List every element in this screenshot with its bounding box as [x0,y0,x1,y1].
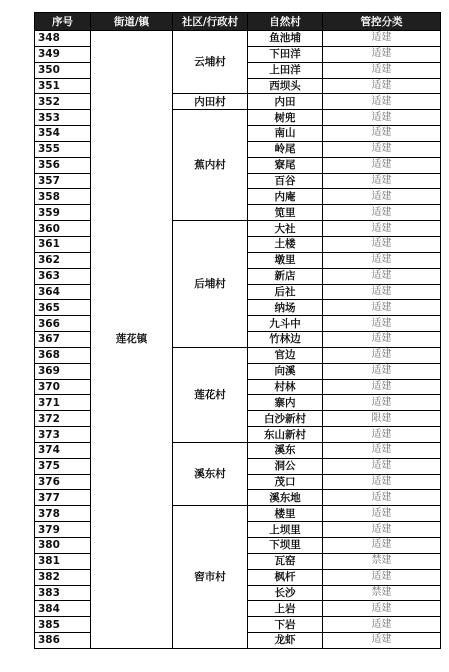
control-class-cell: 适建 [323,458,441,474]
row-seq-cell: 369 [35,363,91,379]
village-cell: 溪东地 [248,490,323,506]
control-class-cell: 适建 [323,522,441,538]
table-header-row [35,13,441,31]
village-control-table [34,12,441,649]
header-community: 社区/行政村 [173,13,248,31]
community-cell: 蕉内村 [173,110,248,221]
row-seq-cell: 361 [35,236,91,252]
village-cell: 长沙 [248,585,323,601]
row-seq-cell: 382 [35,569,91,585]
control-class-cell: 适建 [323,506,441,522]
header-village: 自然村 [248,13,323,31]
village-cell: 村林 [248,379,323,395]
row-seq-cell: 349 [35,46,91,62]
village-cell: 洞公 [248,458,323,474]
row-seq-cell: 357 [35,173,91,189]
control-class-cell: 适建 [323,31,441,47]
control-class-cell: 适建 [323,300,441,316]
row-seq-cell: 363 [35,268,91,284]
row-seq-cell: 366 [35,316,91,332]
control-class-cell: 适建 [323,379,441,395]
row-seq-cell: 378 [35,506,91,522]
row-seq-cell: 362 [35,252,91,268]
control-class-cell: 适建 [323,617,441,633]
village-cell: 树兜 [248,110,323,126]
row-seq-cell: 372 [35,411,91,427]
village-cell: 溪东 [248,442,323,458]
control-class-cell: 适建 [323,236,441,252]
street-cell: 莲花镇 [91,31,173,649]
row-seq-cell: 370 [35,379,91,395]
village-cell: 土楼 [248,236,323,252]
village-cell: 向溪 [248,363,323,379]
village-cell: 下岩 [248,617,323,633]
village-cell: 笕里 [248,205,323,221]
control-class-cell: 禁建 [323,553,441,569]
row-seq-cell: 384 [35,601,91,617]
village-cell: 后社 [248,284,323,300]
control-class-cell: 适建 [323,332,441,348]
community-cell: 溪东村 [173,442,248,505]
village-cell: 茂口 [248,474,323,490]
row-seq-cell: 379 [35,522,91,538]
community-cell: 后埔村 [173,221,248,348]
village-cell: 下坝里 [248,538,323,554]
row-seq-cell: 368 [35,347,91,363]
row-seq-cell: 385 [35,617,91,633]
row-seq-cell: 359 [35,205,91,221]
row-seq-cell: 381 [35,553,91,569]
control-class-cell: 适建 [323,252,441,268]
row-seq-cell: 365 [35,300,91,316]
control-class-cell: 适建 [323,284,441,300]
row-seq-cell: 375 [35,458,91,474]
control-class-cell: 适建 [323,633,441,649]
control-class-cell: 适建 [323,569,441,585]
village-cell: 上岩 [248,601,323,617]
village-cell: 岭尾 [248,141,323,157]
village-cell: 东山新村 [248,427,323,443]
community-cell: 莲花村 [173,347,248,442]
control-class-cell: 适建 [323,157,441,173]
village-cell: 墩里 [248,252,323,268]
row-seq-cell: 371 [35,395,91,411]
header-control: 管控分类 [323,13,441,31]
control-class-cell: 适建 [323,126,441,142]
control-class-cell: 适建 [323,347,441,363]
village-cell: 内庵 [248,189,323,205]
village-cell: 下田洋 [248,46,323,62]
row-seq-cell: 374 [35,442,91,458]
control-class-cell: 适建 [323,62,441,78]
village-cell: 九斗中 [248,316,323,332]
row-seq-cell: 360 [35,221,91,237]
control-class-cell: 适建 [323,427,441,443]
village-control-table-wrapper [34,12,441,649]
row-seq-cell: 377 [35,490,91,506]
village-cell: 内田 [248,94,323,110]
village-cell: 白沙新村 [248,411,323,427]
row-seq-cell: 376 [35,474,91,490]
row-seq-cell: 383 [35,585,91,601]
village-cell: 楼里 [248,506,323,522]
row-seq-cell: 358 [35,189,91,205]
village-cell: 鱼池埔 [248,31,323,47]
header-seq: 序号 [35,13,91,31]
village-cell: 上坝里 [248,522,323,538]
row-seq-cell: 373 [35,427,91,443]
row-seq-cell: 355 [35,141,91,157]
row-seq-cell: 348 [35,31,91,47]
village-cell: 西坝头 [248,78,323,94]
control-class-cell: 适建 [323,268,441,284]
control-class-cell: 适建 [323,110,441,126]
control-class-cell: 适建 [323,490,441,506]
village-cell: 新店 [248,268,323,284]
row-seq-cell: 386 [35,633,91,649]
village-cell: 纳场 [248,300,323,316]
village-cell: 龙虾 [248,633,323,649]
control-class-cell: 适建 [323,474,441,490]
control-class-cell: 适建 [323,363,441,379]
control-class-cell: 适建 [323,46,441,62]
control-class-cell: 适建 [323,316,441,332]
control-class-cell: 禁建 [323,585,441,601]
village-cell: 寮尾 [248,157,323,173]
village-cell: 南山 [248,126,323,142]
row-seq-cell: 352 [35,94,91,110]
community-cell: 云埔村 [173,31,248,94]
village-cell: 大社 [248,221,323,237]
row-seq-cell: 356 [35,157,91,173]
village-cell: 枫杆 [248,569,323,585]
row-seq-cell: 367 [35,332,91,348]
village-cell: 瓦窑 [248,553,323,569]
control-class-cell: 适建 [323,205,441,221]
row-seq-cell: 353 [35,110,91,126]
community-cell: 内田村 [173,94,248,110]
row-seq-cell: 351 [35,78,91,94]
row-seq-cell: 354 [35,126,91,142]
village-cell: 百谷 [248,173,323,189]
header-street: 街道/镇 [91,13,173,31]
control-class-cell: 限建 [323,411,441,427]
table-body [35,13,441,649]
control-class-cell: 适建 [323,601,441,617]
village-cell: 竹林边 [248,332,323,348]
row-seq-cell: 350 [35,62,91,78]
row-seq-cell: 364 [35,284,91,300]
control-class-cell: 适建 [323,538,441,554]
control-class-cell: 适建 [323,78,441,94]
community-cell: 窖市村 [173,506,248,649]
control-class-cell: 适建 [323,395,441,411]
village-cell: 上田洋 [248,62,323,78]
village-cell: 寨内 [248,395,323,411]
control-class-cell: 适建 [323,189,441,205]
control-class-cell: 适建 [323,221,441,237]
control-class-cell: 适建 [323,94,441,110]
control-class-cell: 适建 [323,141,441,157]
row-seq-cell: 380 [35,538,91,554]
control-class-cell: 适建 [323,442,441,458]
control-class-cell: 适建 [323,173,441,189]
village-cell: 官边 [248,347,323,363]
table-row [35,31,441,47]
